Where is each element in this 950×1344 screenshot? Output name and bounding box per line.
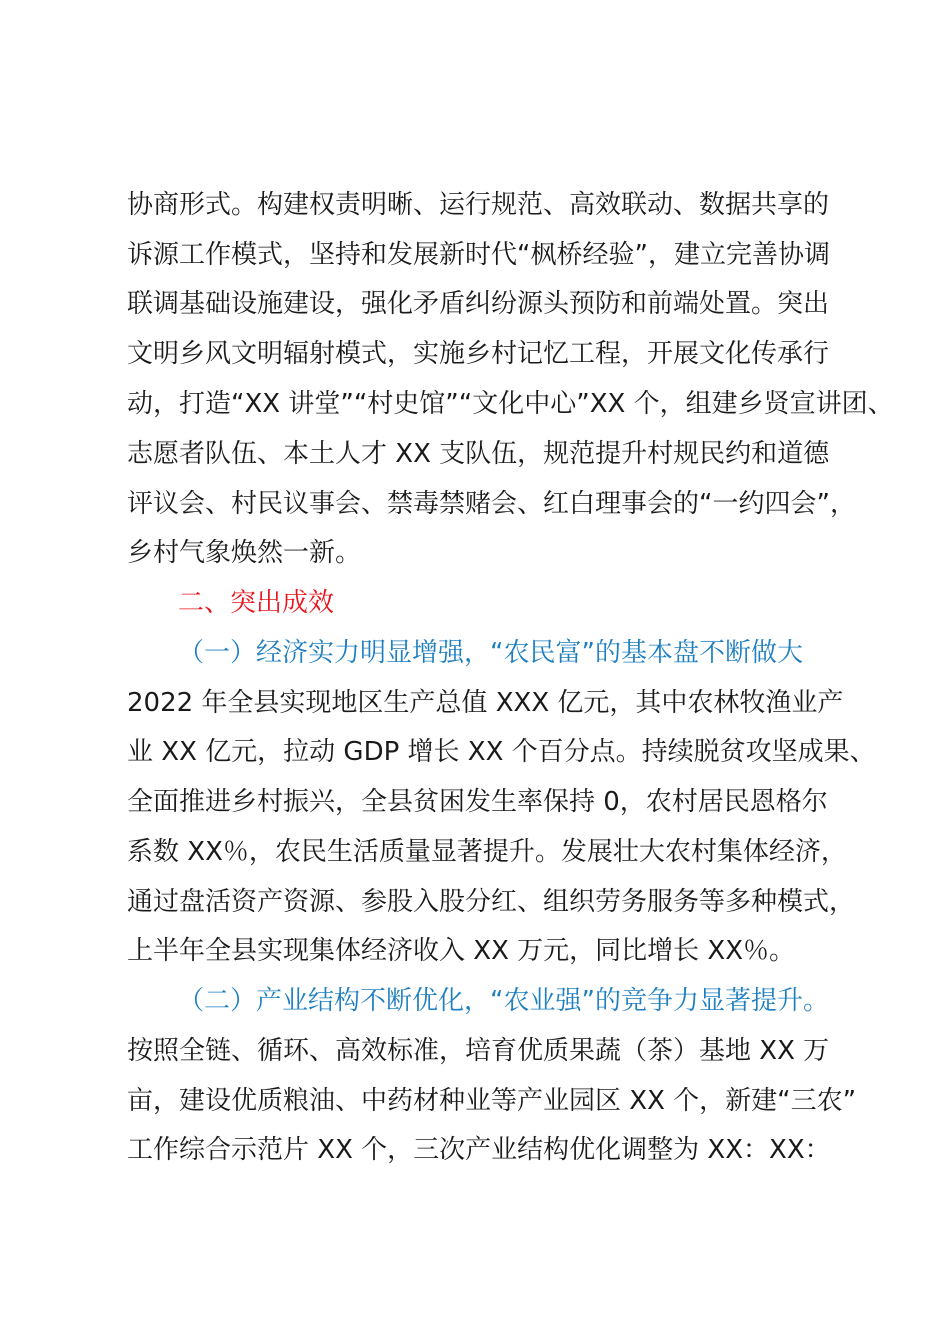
paragraph-line: 全面推进乡村振兴，全县贫困发生率保持 0，农村居民恩格尔	[127, 787, 828, 817]
paragraph-line: 评议会、村民议事会、禁毒禁赌会、红白理事会的“一约四会”，	[127, 489, 856, 519]
paragraph-line: 通过盘活资产资源、参股入股分红、组织劳务服务等多种模式，	[127, 887, 856, 917]
paragraph-line: 亩，建设优质粮油、中药材种业等产业园区 XX 个，新建“三农”	[127, 1086, 857, 1116]
paragraph-line: 业 XX 亿元，拉动 GDP 增长 XX 个百分点。持续脱贫攻坚成果、	[127, 737, 876, 767]
subheading-industry: （二）产业结构不断优化，“农业强”的竞争力显著提升。	[178, 986, 829, 1016]
paragraph-line: 工作综合示范片 XX 个，三次产业结构优化调整为 XX：XX：	[127, 1135, 831, 1165]
paragraph-line: 系数 XX％，农民生活质量显著提升。发展壮大农村集体经济，	[127, 837, 847, 867]
paragraph-line: 文明乡风文明辐射模式，实施乡村记忆工程，开展文化传承行	[127, 339, 830, 369]
paragraph-line: 诉源工作模式，坚持和发展新时代“枫桥经验”，建立完善协调	[127, 240, 830, 270]
paragraph-line: 乡村气象焕然一新。	[127, 538, 362, 568]
paragraph-line: 协商形式。构建权责明晰、运行规范、高效联动、数据共享的	[127, 190, 830, 220]
section-heading: 二、突出成效	[178, 588, 335, 618]
paragraph-line: 上半年全县实现集体经济收入 XX 万元，同比增长 XX％。	[127, 936, 796, 966]
paragraph-line: 动，打造“XX 讲堂”“村史馆”“文化中心”XX 个，组建乡贤宣讲团、	[127, 389, 894, 419]
paragraph-line: 志愿者队伍、本土人才 XX 支队伍，规范提升村规民约和道德	[127, 439, 830, 469]
subheading-economy: （一）经济实力明显增强，“农民富”的基本盘不断做大	[178, 638, 803, 668]
paragraph-line: 2022 年全县实现地区生产总值 XXX 亿元，其中农林牧渔业产	[127, 688, 844, 718]
paragraph-line: 按照全链、循环、高效标准，培育优质果蔬（茶）基地 XX 万	[127, 1036, 830, 1066]
paragraph-line: 联调基础设施建设，强化矛盾纠纷源头预防和前端处置。突出	[127, 289, 830, 319]
